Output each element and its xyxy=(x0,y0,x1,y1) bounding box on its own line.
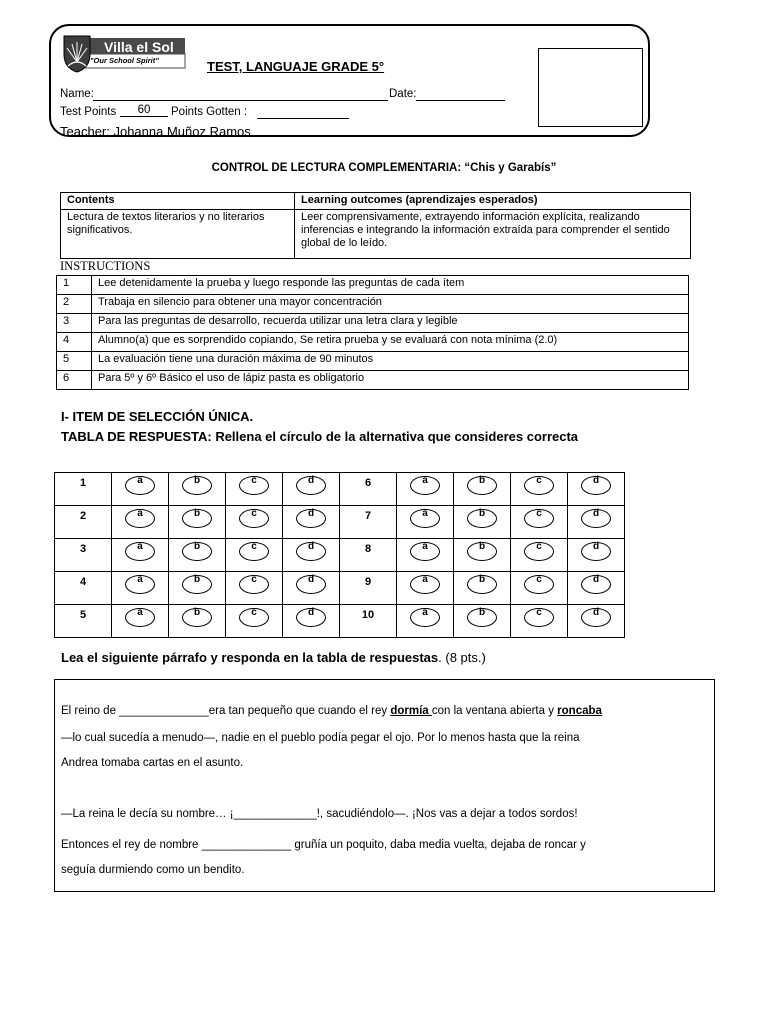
question-number-cell xyxy=(55,473,112,506)
option-cell xyxy=(511,605,568,638)
option-cell xyxy=(169,605,226,638)
instruction-text: Para 5º y 6º Básico el uso de lápiz pasta es obligatorio xyxy=(92,371,689,390)
option-cell xyxy=(226,605,283,638)
option-cell xyxy=(283,605,340,638)
reading-instruction xyxy=(61,650,486,665)
answer-bubble-b[interactable]: b xyxy=(467,542,497,561)
answer-row xyxy=(55,506,625,539)
answer-bubble-a[interactable]: a xyxy=(410,608,440,627)
option-cell xyxy=(112,539,169,572)
option-cell xyxy=(169,539,226,572)
date-label: Date: xyxy=(389,88,417,100)
instruction-row xyxy=(57,371,689,390)
answer-bubble-a[interactable]: a xyxy=(410,476,440,495)
answer-bubble-d[interactable]: d xyxy=(296,542,326,561)
option-cell xyxy=(454,473,511,506)
document-subtitle: CONTROL DE LECTURA COMPLEMENTARIA: “Chis y Garabís” xyxy=(211,162,557,174)
option-cell xyxy=(169,572,226,605)
answer-bubble-b[interactable]: b xyxy=(182,476,212,495)
answer-bubble-d[interactable]: d xyxy=(581,542,611,561)
instruction-text: Lee detenidamente la prueba y luego responde las preguntas de cada ítem xyxy=(92,276,689,295)
option-cell xyxy=(454,572,511,605)
passage-text: El reino de ______________era tan pequeño que cuando el rey xyxy=(61,705,391,717)
option-cell xyxy=(226,473,283,506)
question-number-cell xyxy=(340,605,397,638)
option-cell xyxy=(454,605,511,638)
instruction-number: 5 xyxy=(57,352,92,371)
learning-outcomes-cell: Leer comprensivamente, extrayendo información explícita, realizando inferencias e integrando la información extraída para comprender el sentido global de lo leído. xyxy=(295,210,691,259)
instruction-row xyxy=(57,314,689,333)
answer-bubble-c[interactable]: c xyxy=(239,542,269,561)
answer-table-instruction: TABLA DE RESPUESTA: Rellena el círculo de la alternativa que consideres correcta xyxy=(61,429,579,444)
answer-bubble-a[interactable]: a xyxy=(125,575,155,594)
reading-instruction-text: Lea el siguiente párrafo y responda en la tabla de respuestas xyxy=(61,650,439,665)
option-cell xyxy=(226,539,283,572)
table-row xyxy=(61,210,691,259)
option-cell xyxy=(397,605,454,638)
table-header-row xyxy=(61,193,691,210)
question-number: 10 xyxy=(361,609,375,621)
answer-bubble-d[interactable]: d xyxy=(581,608,611,627)
option-cell xyxy=(226,506,283,539)
underlined-word-roncaba: roncaba xyxy=(557,705,602,717)
option-cell xyxy=(112,572,169,605)
question-number: 7 xyxy=(364,510,372,522)
instruction-number: 1 xyxy=(57,276,92,295)
question-number: 9 xyxy=(364,576,372,588)
option-cell xyxy=(169,506,226,539)
answer-bubble-c[interactable]: c xyxy=(239,608,269,627)
option-cell xyxy=(568,605,625,638)
instruction-row xyxy=(57,333,689,352)
answer-bubble-a[interactable]: a xyxy=(125,542,155,561)
question-number: 6 xyxy=(364,477,372,489)
answer-bubble-c[interactable]: c xyxy=(524,608,554,627)
option-cell xyxy=(112,605,169,638)
question-number-cell xyxy=(340,572,397,605)
question-number: 1 xyxy=(79,477,87,489)
passage-line-2: —lo cual sucedía a menudo—, nadie en el pueblo podía pegar el ojo. Por lo menos hasta que la reina xyxy=(61,732,580,744)
answer-bubble-d[interactable]: d xyxy=(296,608,326,627)
question-number-cell xyxy=(340,539,397,572)
instruction-text: Trabaja en silencio para obtener una mayor concentración xyxy=(92,295,689,314)
test-title: TEST, LANGUAJE GRADE 5° xyxy=(207,59,385,74)
option-cell xyxy=(568,572,625,605)
date-field[interactable] xyxy=(416,100,505,101)
passage-line-6: seguía durmiendo como un bendito. xyxy=(61,864,245,876)
answer-bubble-d[interactable]: d xyxy=(581,575,611,594)
contents-table xyxy=(60,192,691,259)
answer-bubble-d[interactable]: d xyxy=(581,476,611,495)
contents-header: Contents xyxy=(61,193,295,210)
option-cell xyxy=(397,572,454,605)
answer-bubble-b[interactable]: b xyxy=(467,476,497,495)
passage-line-1 xyxy=(61,705,602,717)
option-cell xyxy=(112,506,169,539)
test-points-value: 60 xyxy=(120,104,168,117)
answer-bubble-d[interactable]: d xyxy=(296,575,326,594)
option-cell xyxy=(283,506,340,539)
points-gotten-field[interactable] xyxy=(257,118,349,119)
option-cell xyxy=(511,473,568,506)
answer-bubble-d[interactable]: d xyxy=(296,476,326,495)
teacher-name: Teacher: Johanna Muñoz Ramos xyxy=(60,124,251,136)
answer-bubble-a[interactable]: a xyxy=(410,575,440,594)
answer-row xyxy=(55,572,625,605)
instruction-number: 6 xyxy=(57,371,92,390)
underlined-word-dormia: dormía xyxy=(390,705,432,717)
answer-bubble-d[interactable]: d xyxy=(296,509,326,528)
section-title: I- ITEM DE SELECCIÓN ÚNICA. xyxy=(61,409,254,424)
contents-cell: Lectura de textos literarios y no literarios significativos. xyxy=(61,210,295,259)
instructions-heading: INSTRUCTIONS xyxy=(60,259,151,273)
points-gotten-label: Points Gotten : xyxy=(171,106,248,118)
question-number-cell xyxy=(55,539,112,572)
answer-row xyxy=(55,605,625,638)
option-cell xyxy=(511,506,568,539)
question-number: 8 xyxy=(364,543,372,555)
answer-bubble-c[interactable]: c xyxy=(524,575,554,594)
answer-row xyxy=(55,473,625,506)
answer-bubble-a[interactable]: a xyxy=(125,608,155,627)
instruction-number: 3 xyxy=(57,314,92,333)
option-cell xyxy=(112,473,169,506)
option-cell xyxy=(568,473,625,506)
name-field[interactable] xyxy=(93,100,388,101)
question-number: 5 xyxy=(79,609,87,621)
answer-bubble-b[interactable]: b xyxy=(467,575,497,594)
question-number-cell xyxy=(55,605,112,638)
reading-points: . (8 pts.) xyxy=(438,650,486,665)
answer-bubble-b[interactable]: b xyxy=(182,608,212,627)
answer-bubble-d[interactable]: d xyxy=(581,509,611,528)
instruction-row xyxy=(57,295,689,314)
option-cell xyxy=(226,572,283,605)
option-cell xyxy=(454,539,511,572)
answer-row xyxy=(55,539,625,572)
instruction-number: 2 xyxy=(57,295,92,314)
answer-bubble-b[interactable]: b xyxy=(467,509,497,528)
passage-line-5: Entonces el rey de nombre ______________ gruñía un poquito, daba media vuelta, dejaba de roncar y xyxy=(61,839,586,851)
answer-bubble-c[interactable]: c xyxy=(524,509,554,528)
question-number-cell xyxy=(55,506,112,539)
answer-bubble-a[interactable]: a xyxy=(410,542,440,561)
option-cell xyxy=(397,539,454,572)
answer-bubble-c[interactable]: c xyxy=(239,575,269,594)
instruction-row xyxy=(57,352,689,371)
option-cell xyxy=(568,539,625,572)
school-motto: "Our School Spirit" xyxy=(90,56,159,65)
option-cell xyxy=(283,539,340,572)
option-cell xyxy=(283,473,340,506)
option-cell xyxy=(283,572,340,605)
option-cell xyxy=(454,506,511,539)
learning-outcomes-header: Learning outcomes (aprendizajes esperados) xyxy=(295,193,691,210)
instruction-number: 4 xyxy=(57,333,92,352)
question-number-cell xyxy=(340,473,397,506)
answer-bubble-c[interactable]: c xyxy=(524,542,554,561)
instruction-text: La evaluación tiene una duración máxima de 90 minutos xyxy=(92,352,689,371)
passage-line-3: Andrea tomaba cartas en el asunto. xyxy=(61,757,244,769)
option-cell xyxy=(568,506,625,539)
question-number: 3 xyxy=(79,543,87,555)
option-cell xyxy=(169,473,226,506)
question-number-cell xyxy=(340,506,397,539)
school-name: Villa el Sol xyxy=(104,39,174,55)
question-number: 4 xyxy=(79,576,87,588)
option-cell xyxy=(511,539,568,572)
option-cell xyxy=(397,473,454,506)
answer-bubble-a[interactable]: a xyxy=(125,509,155,528)
instructions-table xyxy=(56,275,689,390)
answer-bubble-a[interactable]: a xyxy=(410,509,440,528)
answer-bubble-b[interactable]: b xyxy=(182,575,212,594)
answer-bubble-a[interactable]: a xyxy=(125,476,155,495)
answer-bubble-c[interactable]: c xyxy=(524,476,554,495)
answer-grid xyxy=(54,472,625,638)
question-number-cell xyxy=(55,572,112,605)
answer-bubble-c[interactable]: c xyxy=(239,476,269,495)
grade-box xyxy=(538,48,643,127)
passage-text: con la ventana abierta y xyxy=(431,705,558,717)
answer-bubble-c[interactable]: c xyxy=(239,509,269,528)
question-number: 2 xyxy=(79,510,87,522)
answer-bubble-b[interactable]: b xyxy=(182,542,212,561)
instruction-text: Alumno(a) que es sorprendido copiando, Se retira prueba y se evaluará con nota mínima (2.0) xyxy=(92,333,689,352)
answer-bubble-b[interactable]: b xyxy=(467,608,497,627)
option-cell xyxy=(397,506,454,539)
instruction-row xyxy=(57,276,689,295)
passage-line-4: —La reina le decía su nombre… ¡_____________!, sacudiéndolo—. ¡Nos vas a dejar a todos sordos! xyxy=(61,808,578,820)
test-points-label: Test Points xyxy=(60,106,117,118)
instruction-text: Para las preguntas de desarrollo, recuerda utilizar una letra clara y legible xyxy=(92,314,689,333)
option-cell xyxy=(511,572,568,605)
name-label: Name: xyxy=(60,88,94,100)
answer-bubble-b[interactable]: b xyxy=(182,509,212,528)
